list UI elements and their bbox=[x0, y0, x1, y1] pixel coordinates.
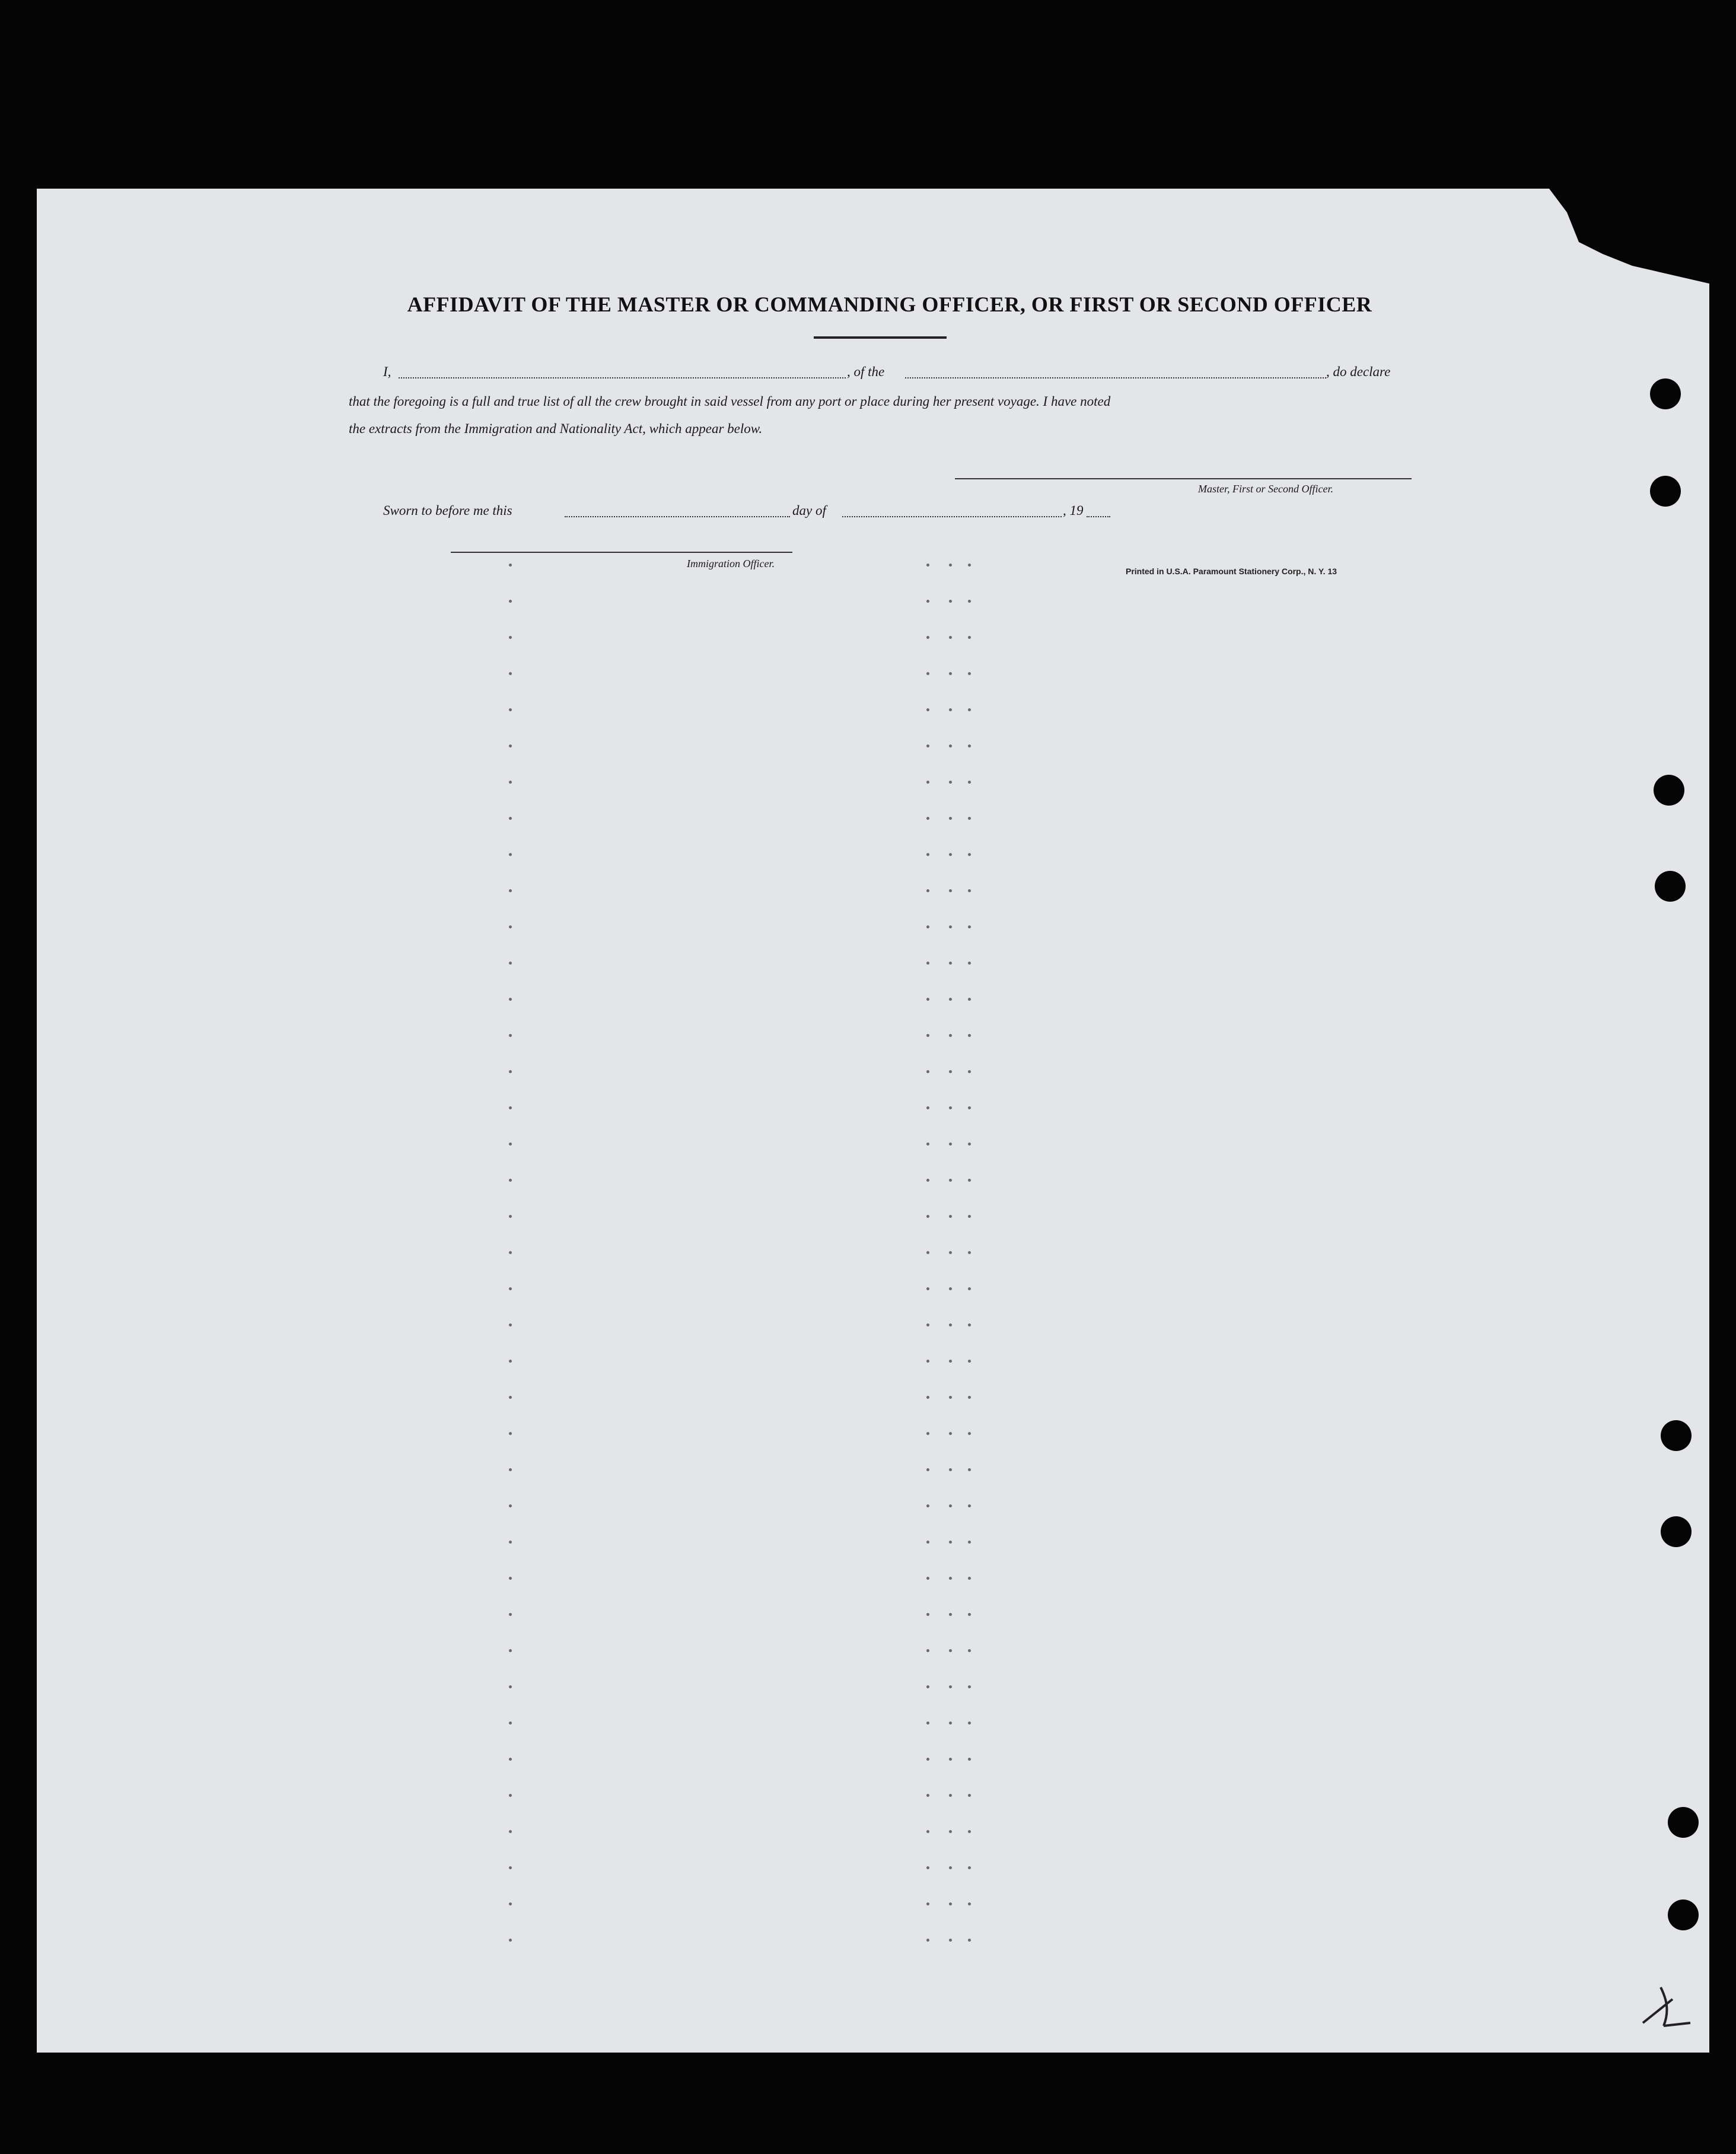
show-through-dot bbox=[926, 1685, 929, 1688]
show-through-dot bbox=[949, 889, 952, 892]
show-through-dot bbox=[509, 1504, 512, 1507]
show-through-dot bbox=[949, 672, 952, 675]
show-through-dot bbox=[926, 1758, 929, 1761]
show-through-dot bbox=[949, 1866, 952, 1869]
show-through-dot bbox=[509, 744, 512, 747]
declaration-line-2: that the foregoing is a full and true list of all the crew brought in said vessel from any port or place during her present voyage. I have noted bbox=[349, 394, 1111, 409]
signature-caption: Master, First or Second Officer. bbox=[1198, 483, 1333, 495]
show-through-dot bbox=[509, 1468, 512, 1471]
show-through-dot bbox=[968, 889, 971, 892]
show-through-dot bbox=[949, 853, 952, 856]
show-through-dot bbox=[949, 1722, 952, 1725]
name-blank[interactable] bbox=[399, 377, 846, 378]
show-through-dot bbox=[926, 1323, 929, 1326]
show-through-dot bbox=[509, 1287, 512, 1290]
show-through-dot bbox=[949, 1758, 952, 1761]
show-through-dot bbox=[968, 1251, 971, 1254]
show-through-dot bbox=[509, 817, 512, 820]
declaration-of-the-label: , of the bbox=[847, 364, 885, 379]
show-through-dot bbox=[949, 600, 952, 603]
show-through-dot bbox=[926, 672, 929, 675]
show-through-dot bbox=[509, 1902, 512, 1905]
show-through-dot bbox=[926, 1830, 929, 1833]
show-through-dot bbox=[968, 1902, 971, 1905]
show-through-dot bbox=[949, 1287, 952, 1290]
show-through-dot bbox=[926, 925, 929, 928]
show-through-dot bbox=[509, 1432, 512, 1435]
officer-signature-line[interactable] bbox=[955, 478, 1412, 479]
show-through-dot bbox=[968, 1034, 971, 1037]
show-through-dot bbox=[509, 1034, 512, 1037]
show-through-dot bbox=[949, 1034, 952, 1037]
show-through-dot bbox=[968, 1106, 971, 1109]
show-through-dot bbox=[949, 1541, 952, 1544]
show-through-dot bbox=[949, 817, 952, 820]
sworn-month-blank[interactable] bbox=[842, 516, 1062, 517]
show-through-dot bbox=[968, 817, 971, 820]
show-through-dot bbox=[926, 817, 929, 820]
show-through-dot bbox=[509, 1143, 512, 1146]
show-through-dot bbox=[926, 1106, 929, 1109]
show-through-dot bbox=[968, 1794, 971, 1797]
show-through-dot bbox=[926, 1360, 929, 1363]
show-through-dot bbox=[509, 636, 512, 639]
show-through-dot bbox=[926, 1577, 929, 1580]
show-through-dot bbox=[949, 744, 952, 747]
show-through-dot bbox=[968, 1649, 971, 1652]
show-through-dot bbox=[926, 889, 929, 892]
show-through-dot bbox=[926, 1468, 929, 1471]
show-through-dot bbox=[949, 708, 952, 711]
show-through-dot bbox=[968, 1143, 971, 1146]
show-through-dot bbox=[926, 1794, 929, 1797]
punch-hole bbox=[1661, 1516, 1692, 1547]
punch-hole bbox=[1668, 1807, 1699, 1838]
show-through-dot bbox=[509, 1685, 512, 1688]
show-through-dot bbox=[926, 636, 929, 639]
show-through-dot bbox=[968, 636, 971, 639]
show-through-dot bbox=[509, 1830, 512, 1833]
show-through-dot bbox=[968, 1360, 971, 1363]
show-through-dot bbox=[509, 1939, 512, 1942]
show-through-dot bbox=[509, 1794, 512, 1797]
declaration-line-3: the extracts from the Immigration and Nationality Act, which appear below. bbox=[349, 421, 763, 436]
show-through-dot bbox=[949, 1649, 952, 1652]
punch-hole bbox=[1650, 378, 1681, 409]
printer-imprint: Printed in U.S.A. Paramount Stationery Corp., N. Y. 13 bbox=[1126, 567, 1337, 576]
show-through-dot bbox=[968, 925, 971, 928]
declaration-do-declare-label: , do declare bbox=[1326, 364, 1391, 379]
sworn-day-blank[interactable] bbox=[565, 516, 790, 517]
show-through-dot bbox=[509, 1396, 512, 1399]
declaration-i-label: I, bbox=[383, 364, 391, 379]
show-through-dot bbox=[926, 1034, 929, 1037]
show-through-dot bbox=[949, 1360, 952, 1363]
show-through-dot bbox=[926, 1179, 929, 1182]
show-through-dot bbox=[926, 1902, 929, 1905]
show-through-dot bbox=[509, 1215, 512, 1218]
show-through-dot bbox=[509, 1323, 512, 1326]
show-through-dot bbox=[509, 1577, 512, 1580]
show-through-dot bbox=[926, 1649, 929, 1652]
show-through-dot bbox=[968, 1432, 971, 1435]
affidavit-title: AFFIDAVIT OF THE MASTER OR COMMANDING OFFICER, OR FIRST OR SECOND OFFICER bbox=[407, 292, 1372, 316]
show-through-dot bbox=[968, 708, 971, 711]
show-through-dot bbox=[926, 1143, 929, 1146]
show-through-dot bbox=[949, 1613, 952, 1616]
show-through-dot bbox=[926, 1251, 929, 1254]
show-through-dot bbox=[968, 1613, 971, 1616]
show-through-dot bbox=[949, 1939, 952, 1942]
show-through-dot bbox=[949, 1577, 952, 1580]
show-through-dot bbox=[968, 1215, 971, 1218]
immigration-officer-signature-line[interactable] bbox=[451, 552, 792, 553]
show-through-dot bbox=[509, 1866, 512, 1869]
punch-hole bbox=[1668, 1900, 1699, 1930]
show-through-dot bbox=[949, 636, 952, 639]
title-underline bbox=[814, 336, 947, 339]
show-through-dot bbox=[968, 962, 971, 965]
punch-hole bbox=[1661, 1420, 1692, 1451]
show-through-dot bbox=[509, 853, 512, 856]
immigration-officer-caption: Immigration Officer. bbox=[687, 558, 775, 569]
show-through-dot bbox=[926, 962, 929, 965]
show-through-dot bbox=[509, 564, 512, 567]
show-through-dot bbox=[509, 962, 512, 965]
show-through-dot bbox=[926, 564, 929, 567]
show-through-dot bbox=[949, 1251, 952, 1254]
show-through-dot bbox=[949, 1432, 952, 1435]
show-through-dot bbox=[926, 744, 929, 747]
show-through-dot bbox=[968, 1577, 971, 1580]
show-through-dot bbox=[968, 781, 971, 784]
show-through-dot bbox=[968, 1468, 971, 1471]
show-through-dot bbox=[509, 1360, 512, 1363]
document-page bbox=[37, 189, 1709, 2053]
show-through-dot bbox=[926, 853, 929, 856]
show-through-dot bbox=[949, 1902, 952, 1905]
show-through-dot bbox=[968, 1287, 971, 1290]
sworn-year-blank[interactable] bbox=[1087, 516, 1110, 517]
show-through-dot bbox=[926, 1504, 929, 1507]
show-through-dot bbox=[949, 962, 952, 965]
show-through-dot bbox=[968, 1866, 971, 1869]
show-through-dot bbox=[926, 1287, 929, 1290]
show-through-dot bbox=[968, 1541, 971, 1544]
show-through-dot bbox=[949, 998, 952, 1001]
show-through-dot bbox=[509, 1613, 512, 1616]
show-through-dot bbox=[949, 564, 952, 567]
show-through-dot bbox=[509, 781, 512, 784]
show-through-dot bbox=[509, 1070, 512, 1073]
show-through-dot bbox=[926, 1613, 929, 1616]
handwritten-x-mark bbox=[1637, 1981, 1696, 2029]
show-through-dot bbox=[968, 1504, 971, 1507]
punch-hole bbox=[1655, 871, 1686, 902]
show-through-dot bbox=[968, 1939, 971, 1942]
show-through-dot bbox=[968, 600, 971, 603]
show-through-dot bbox=[968, 564, 971, 567]
show-through-dot bbox=[509, 1722, 512, 1725]
show-through-dot bbox=[968, 1396, 971, 1399]
show-through-dot bbox=[509, 998, 512, 1001]
show-through-dot bbox=[509, 1758, 512, 1761]
show-through-dot bbox=[926, 1432, 929, 1435]
show-through-dot bbox=[926, 1939, 929, 1942]
show-through-dot bbox=[926, 1215, 929, 1218]
punch-hole bbox=[1650, 476, 1681, 507]
show-through-dot bbox=[968, 1758, 971, 1761]
show-through-dot bbox=[509, 889, 512, 892]
show-through-dot bbox=[968, 1685, 971, 1688]
show-through-dot bbox=[509, 708, 512, 711]
show-through-dot bbox=[926, 1541, 929, 1544]
show-through-dot bbox=[509, 672, 512, 675]
show-through-dot bbox=[968, 1179, 971, 1182]
show-through-dot bbox=[926, 1396, 929, 1399]
year-label: , 19 bbox=[1063, 503, 1084, 518]
show-through-dot bbox=[509, 1106, 512, 1109]
show-through-dot bbox=[949, 1830, 952, 1833]
show-through-dot bbox=[949, 1106, 952, 1109]
show-through-dot bbox=[968, 744, 971, 747]
show-through-dot bbox=[949, 1396, 952, 1399]
show-through-dot bbox=[968, 1070, 971, 1073]
show-through-dot bbox=[926, 1070, 929, 1073]
show-through-dot bbox=[926, 600, 929, 603]
show-through-dot bbox=[968, 998, 971, 1001]
show-through-dot bbox=[949, 925, 952, 928]
show-through-dot bbox=[968, 672, 971, 675]
show-through-dot bbox=[949, 1143, 952, 1146]
show-through-dot bbox=[949, 1179, 952, 1182]
show-through-dot bbox=[509, 1649, 512, 1652]
show-through-dot bbox=[509, 1251, 512, 1254]
punch-hole bbox=[1654, 775, 1684, 806]
day-of-label: day of bbox=[792, 503, 826, 518]
show-through-dot bbox=[949, 1323, 952, 1326]
show-through-dot bbox=[968, 1323, 971, 1326]
show-through-dot bbox=[968, 1830, 971, 1833]
show-through-dot bbox=[926, 708, 929, 711]
show-through-dot bbox=[968, 1722, 971, 1725]
show-through-dot bbox=[949, 1685, 952, 1688]
show-through-dot bbox=[509, 600, 512, 603]
show-through-dot bbox=[509, 925, 512, 928]
show-through-dot bbox=[949, 1215, 952, 1218]
show-through-dot bbox=[949, 1070, 952, 1073]
show-through-dot bbox=[949, 1794, 952, 1797]
show-through-dot bbox=[949, 1468, 952, 1471]
show-through-dot bbox=[509, 1179, 512, 1182]
show-through-dot bbox=[926, 998, 929, 1001]
show-through-dot bbox=[926, 1722, 929, 1725]
show-through-dot bbox=[926, 781, 929, 784]
show-through-dot bbox=[949, 1504, 952, 1507]
sworn-label: Sworn to before me this bbox=[383, 503, 512, 518]
show-through-dot bbox=[926, 1866, 929, 1869]
show-through-dot bbox=[968, 853, 971, 856]
show-through-dot bbox=[949, 781, 952, 784]
show-through-dot bbox=[509, 1541, 512, 1544]
vessel-blank[interactable] bbox=[905, 377, 1326, 378]
